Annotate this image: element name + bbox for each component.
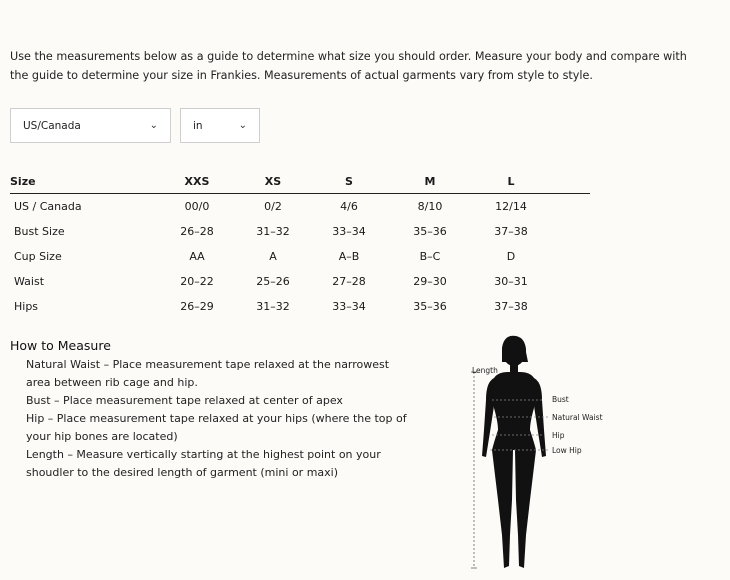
cell: D <box>506 250 516 263</box>
cell: 30–31 <box>494 275 528 288</box>
instruction-hip: Hip – Place measurement tape relaxed at your hips (where the top of your hip bones are located) <box>26 412 407 443</box>
cell: 20–22 <box>180 275 214 288</box>
cell: 37–38 <box>494 225 528 238</box>
measure-instructions <box>26 356 416 482</box>
header-xxs: XXS <box>148 170 246 194</box>
cell: 00/0 <box>184 200 210 213</box>
row-label: Bust Size <box>14 225 65 238</box>
cell: 26–28 <box>180 225 214 238</box>
label-natural-waist: Natural Waist <box>552 413 603 422</box>
instruction-length: Length – Measure vertically starting at the highest point on your shoudler to the desired length of garment (mini or maxi) <box>26 448 381 479</box>
cell: 35–36 <box>413 300 447 313</box>
cell: 26–29 <box>180 300 214 313</box>
cell: 4/6 <box>340 200 358 213</box>
how-to-measure-title: How to Measure <box>10 338 111 353</box>
cell-spacer <box>560 219 590 244</box>
intro-line-1: Use the measurements below as a guide to determine what size you should order. Measure your body and compare with <box>10 50 687 63</box>
header-l: L <box>462 170 560 194</box>
row-label: US / Canada <box>14 200 82 213</box>
chevron-down-icon: ⌄ <box>238 120 247 131</box>
label-hip: Hip <box>552 431 565 440</box>
intro-line-2: the guide to determine your size in Frankies. Measurements of actual garments vary from style to style. <box>10 69 593 82</box>
cell: 27–28 <box>332 275 366 288</box>
cell: B–C <box>419 250 441 263</box>
unit-select[interactable] <box>180 108 260 143</box>
cell: 31–32 <box>256 300 290 313</box>
instruction-natural-waist: Natural Waist – Place measurement tape relaxed at the narrowest area between rib cage and hip. <box>26 358 390 389</box>
header-xs: XS <box>246 170 300 194</box>
header-size: Size <box>10 170 148 194</box>
table-row <box>10 294 590 319</box>
country-select-value: US/Canada <box>23 119 81 132</box>
header-spacer <box>560 170 590 194</box>
intro-text <box>10 47 730 85</box>
table-row <box>10 244 590 269</box>
cell-spacer <box>560 194 590 220</box>
table-row <box>10 219 590 244</box>
label-bust: Bust <box>552 395 569 404</box>
header-s: S <box>300 170 398 194</box>
label-low-hip: Low Hip <box>552 446 582 455</box>
instruction-bust: Bust – Place measurement tape relaxed at center of apex <box>26 394 343 407</box>
row-label: Cup Size <box>14 250 62 263</box>
cell: A <box>269 250 277 263</box>
body-measurement-figure <box>468 330 603 580</box>
cell: 12/14 <box>495 200 527 213</box>
cell: A–B <box>338 250 360 263</box>
cell: 31–32 <box>256 225 290 238</box>
table-row <box>10 194 590 220</box>
cell-spacer <box>560 244 590 269</box>
unit-select-value: in <box>193 119 203 132</box>
row-label: Hips <box>14 300 39 313</box>
cell: 33–34 <box>332 300 366 313</box>
cell-spacer <box>560 294 590 319</box>
cell: 29–30 <box>413 275 447 288</box>
size-chart-table <box>10 170 590 319</box>
table-header-row <box>10 170 590 194</box>
country-select[interactable] <box>10 108 171 143</box>
cell: 37–38 <box>494 300 528 313</box>
cell: AA <box>189 250 205 263</box>
cell: 33–34 <box>332 225 366 238</box>
row-label: Waist <box>14 275 45 288</box>
chevron-down-icon: ⌄ <box>149 120 158 131</box>
cell: 8/10 <box>417 200 443 213</box>
label-length: Length <box>472 366 498 375</box>
cell: 0/2 <box>264 200 282 213</box>
cell: 25–26 <box>256 275 290 288</box>
header-m: M <box>398 170 462 194</box>
cell-spacer <box>560 269 590 294</box>
table-row <box>10 269 590 294</box>
cell: 35–36 <box>413 225 447 238</box>
